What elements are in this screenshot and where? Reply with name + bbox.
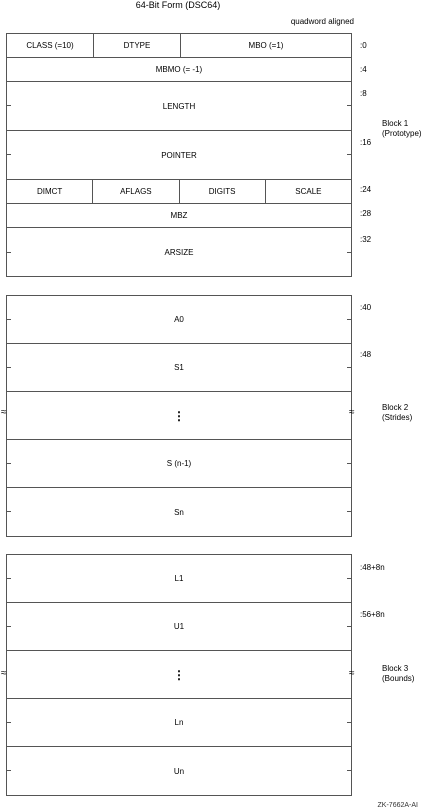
block3-row-ln bbox=[7, 699, 351, 747]
block3-row-un bbox=[7, 747, 351, 795]
break-tilde-icon: ≈ bbox=[1, 407, 7, 418]
field-mbo: MBO (=1) bbox=[248, 41, 284, 50]
tick-mark bbox=[6, 105, 11, 106]
tick-mark bbox=[347, 105, 352, 106]
block2-box bbox=[6, 295, 352, 537]
field-class: CLASS (=10) bbox=[7, 34, 94, 57]
field-scale: SCALE bbox=[295, 187, 322, 196]
block2-row-a0 bbox=[7, 296, 351, 344]
block1-row-class bbox=[7, 34, 351, 58]
block3-row-ellipsis bbox=[7, 651, 351, 699]
offset-32: :32 bbox=[360, 235, 372, 244]
field-s1: S1 bbox=[174, 363, 184, 372]
tick-mark bbox=[6, 367, 11, 368]
field-sn: Sn bbox=[174, 507, 184, 517]
break-tilde-icon: ≈ bbox=[349, 407, 355, 418]
tick-mark bbox=[347, 252, 352, 253]
block1-row-length bbox=[7, 82, 351, 131]
tick-mark bbox=[347, 722, 352, 723]
block1-label-name: Block 1 bbox=[382, 119, 409, 128]
block2-label-desc: (Strides) bbox=[382, 413, 413, 422]
offset-40: :40 bbox=[360, 303, 372, 312]
field-un: Un bbox=[173, 766, 185, 776]
block3-row-u1 bbox=[7, 603, 351, 651]
block2-row-sn1 bbox=[7, 440, 351, 488]
diagram-title: 64-Bit Form (DSC64) bbox=[135, 0, 221, 10]
field-ln: Ln bbox=[174, 718, 184, 727]
tick-mark bbox=[347, 367, 352, 368]
offset-16: :16 bbox=[360, 138, 372, 147]
block1-row-pointer bbox=[7, 131, 351, 180]
offset-56-8n: :56+8n bbox=[360, 610, 385, 619]
field-mbmo: MBMO (= -1) bbox=[155, 65, 203, 74]
tick-mark bbox=[347, 511, 352, 512]
block2-row-ellipsis bbox=[7, 392, 351, 440]
break-tilde-icon: ≈ bbox=[349, 668, 355, 679]
block1-label bbox=[382, 119, 422, 139]
alignment-note: quadword aligned bbox=[290, 17, 354, 26]
field-l1: L1 bbox=[174, 574, 184, 583]
offset-28: :28 bbox=[360, 209, 372, 218]
field-pointer: POINTER bbox=[161, 150, 197, 160]
vertical-ellipsis-icon: ⋮ bbox=[173, 667, 185, 682]
offset-8: :8 bbox=[360, 89, 367, 98]
field-s-n-1: S (n-1) bbox=[166, 459, 192, 468]
tick-mark bbox=[347, 770, 352, 771]
tick-mark bbox=[6, 463, 11, 464]
block2-row-sn bbox=[7, 488, 351, 536]
field-dtype: DTYPE bbox=[94, 34, 181, 57]
offset-48-8n: :48+8n bbox=[360, 563, 385, 572]
block1-box bbox=[6, 33, 352, 277]
offset-48: :48 bbox=[360, 350, 372, 359]
tick-mark bbox=[347, 463, 352, 464]
field-length: LENGTH bbox=[162, 101, 196, 111]
block3-label-desc: (Bounds) bbox=[382, 674, 415, 683]
tick-mark bbox=[6, 722, 11, 723]
block1-row-mbz bbox=[7, 204, 351, 228]
block3-row-l1 bbox=[7, 555, 351, 603]
tick-mark bbox=[347, 578, 352, 579]
offset-4: :4 bbox=[360, 65, 367, 74]
field-u1: U1 bbox=[173, 622, 185, 631]
block2-row-s1 bbox=[7, 344, 351, 392]
tick-mark bbox=[6, 578, 11, 579]
field-dimct: DIMCT bbox=[7, 180, 93, 203]
figure-code: ZK-7662A-AI bbox=[377, 802, 418, 809]
tick-mark bbox=[347, 626, 352, 627]
block2-label bbox=[382, 403, 412, 423]
tick-mark bbox=[347, 154, 352, 155]
offset-0: :0 bbox=[360, 41, 367, 50]
tick-mark bbox=[6, 770, 11, 771]
block2-label-name: Block 2 bbox=[382, 403, 409, 412]
block1-row-mbmo bbox=[7, 58, 351, 82]
block3-box bbox=[6, 554, 352, 796]
block1-row-arsize bbox=[7, 228, 351, 276]
field-aflags: AFLAGS bbox=[93, 180, 179, 203]
field-digits: DIGITS bbox=[180, 180, 266, 203]
vertical-ellipsis-icon: ⋮ bbox=[173, 408, 185, 423]
field-a0: A0 bbox=[174, 315, 184, 324]
block3-label bbox=[382, 664, 414, 684]
tick-mark bbox=[6, 626, 11, 627]
block1-label-desc: (Prototype) bbox=[382, 129, 422, 138]
tick-mark bbox=[347, 319, 352, 320]
block3-label-name: Block 3 bbox=[382, 664, 409, 673]
field-arsize: ARSIZE bbox=[164, 247, 194, 257]
block1-row-dimct bbox=[7, 180, 351, 204]
tick-mark bbox=[6, 154, 11, 155]
tick-mark bbox=[6, 252, 11, 253]
field-mbz: MBZ bbox=[170, 211, 188, 220]
break-tilde-icon: ≈ bbox=[1, 668, 7, 679]
offset-24: :24 bbox=[360, 185, 372, 194]
tick-mark bbox=[6, 319, 11, 320]
tick-mark bbox=[6, 511, 11, 512]
